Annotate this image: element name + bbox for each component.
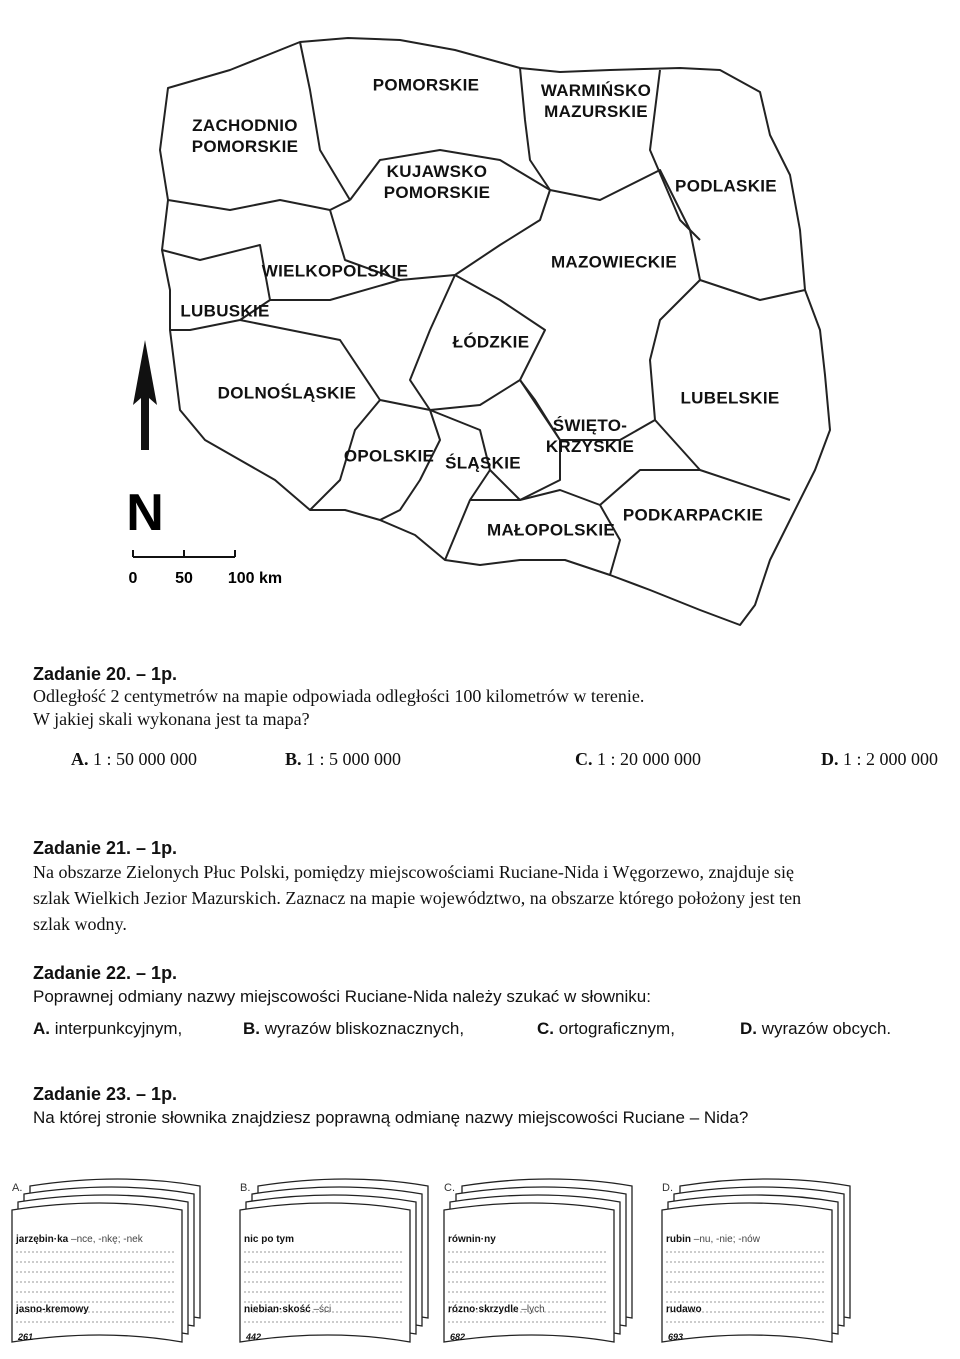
answer-22-d[interactable]: D. wyrazów obcych.	[740, 1019, 892, 1038]
scale-label-100km: 100 km	[227, 570, 283, 587]
question-20-line-2: W jakiej skali wykonana jest ta mapa?	[33, 709, 310, 729]
dictionary-page-card-a[interactable]	[8, 1172, 218, 1352]
dictionary-bottom-entry	[666, 1304, 702, 1315]
region-label-line: OPOLSKIE	[343, 446, 435, 466]
dictionary-page-number: 261	[18, 1332, 34, 1342]
scale-label-0: 0	[128, 570, 138, 587]
north-label: N	[126, 484, 164, 542]
bottom-forms: –ści	[310, 1304, 332, 1315]
region-label-line: POMORSKIE	[383, 183, 491, 202]
top-headword: rubin	[666, 1234, 691, 1245]
region-label-line: ZACHODNIO	[192, 116, 298, 135]
question-23	[33, 1083, 953, 1131]
region-label-line: MAZOWIECKIE	[550, 252, 678, 272]
region-label-line: LUBELSKIE	[680, 388, 780, 408]
dictionary-top-entry	[244, 1234, 294, 1245]
bottom-forms: –lych	[518, 1304, 545, 1315]
poland-voivodeship-map	[0, 0, 960, 650]
question-21-line-3: szlak wodny.	[33, 914, 127, 934]
question-23-text: Na której stronie słownika znajdziesz poprawną odmianę nazwy miejscowości Ruciane – Nida?	[33, 1108, 749, 1127]
question-22-answers	[33, 1019, 953, 1043]
answer-22-b[interactable]: B. wyrazów bliskoznacznych,	[243, 1019, 465, 1038]
question-22	[33, 962, 953, 1043]
answer-20-a[interactable]: A. 1 : 50 000 000	[71, 749, 198, 769]
top-headword: nic po tym	[244, 1234, 295, 1245]
dictionary-top-entry	[448, 1234, 496, 1245]
answer-20-c[interactable]: C. 1 : 20 000 000	[575, 749, 702, 769]
question-22-text: Poprawnej odmiany nazwy miejscowości Ruciane-Nida należy szukać w słowniku:	[33, 987, 651, 1006]
page-stack-icon	[236, 1172, 446, 1352]
region-label-line: MAŁOPOLSKIE	[487, 520, 615, 540]
region-label-line: MAZURSKIE	[544, 102, 648, 121]
top-headword: równin·ny	[448, 1234, 496, 1245]
answer-22-a[interactable]: A. interpunkcyjnym,	[33, 1019, 183, 1038]
region-label-line: WARMIŃSKO	[540, 81, 652, 100]
question-21-title: Zadanie 21. – 1p.	[33, 838, 178, 858]
region-label-line: KUJAWSKO	[386, 162, 488, 181]
region-label-line: LUBUSKIE	[180, 301, 270, 321]
region-label-line: POMORSKIE	[191, 137, 299, 156]
question-22-title: Zadanie 22. – 1p.	[33, 963, 178, 983]
region-label-line: POMORSKIE	[372, 75, 480, 95]
dictionary-page-letter: B.	[240, 1182, 251, 1194]
dictionary-bottom-entry	[448, 1304, 545, 1315]
dictionary-top-entry	[666, 1234, 760, 1245]
dictionary-page-card-b[interactable]	[236, 1172, 446, 1352]
question-21-line-2: szlak Wielkich Jezior Mazurskich. Zaznacz na mapie województwo, na obszarze którego położony jest ten	[33, 888, 802, 908]
bottom-headword: jasno-kremowy	[16, 1304, 89, 1315]
question-23-title: Zadanie 23. – 1p.	[33, 1084, 178, 1104]
dictionary-top-entry	[16, 1234, 143, 1245]
top-forms: –nce, -nkę; -nek	[68, 1234, 143, 1245]
map-decorations	[0, 0, 960, 650]
answer-22-c[interactable]: C. ortograficznym,	[537, 1019, 675, 1038]
region-label-line: ŚLĄSKIE	[445, 453, 521, 473]
question-20-answers	[33, 749, 953, 773]
question-21	[33, 837, 953, 937]
dictionary-page-letter: C.	[444, 1182, 455, 1194]
region-label-line: PODLASKIE	[675, 176, 777, 196]
dictionary-page-card-c[interactable]	[440, 1172, 650, 1352]
scale-label-50: 50	[175, 570, 193, 587]
question-21-line-1: Na obszarze Zielonych Płuc Polski, pomiędzy miejscowościami Ruciane-Nida i Węgorzewo, znajduje się	[33, 862, 794, 882]
page-stack-icon	[658, 1172, 868, 1352]
question-20-line-1: Odległość 2 centymetrów na mapie odpowiada odległości 100 kilometrów w terenie.	[33, 686, 645, 706]
dictionary-bottom-entry	[16, 1304, 89, 1315]
dictionary-bottom-entry	[244, 1304, 331, 1315]
page-stack-icon	[8, 1172, 218, 1352]
question-20-title: Zadanie 20. – 1p.	[33, 664, 178, 684]
question-20	[33, 663, 953, 773]
scale-bar	[133, 550, 235, 557]
north-arrow-icon	[133, 340, 157, 450]
bottom-headword: niebian·skość	[244, 1304, 311, 1315]
bottom-headword: rudawo	[666, 1304, 702, 1315]
dictionary-page-number: 693	[668, 1332, 684, 1342]
region-label-line: ŁÓDZKIE	[452, 332, 530, 352]
answer-20-b[interactable]: B. 1 : 5 000 000	[285, 749, 402, 769]
region-label-line: WIELKOPOLSKIE	[261, 261, 409, 281]
region-label-line: KRZYSKIE	[545, 437, 635, 456]
region-label-line: ŚWIĘTO-	[552, 416, 628, 435]
dictionary-page-number: 442	[246, 1332, 262, 1342]
top-headword: jarzębin·ka	[16, 1234, 69, 1245]
region-label-line: PODKARPACKIE	[622, 505, 764, 525]
dictionary-page-letter: D.	[662, 1182, 673, 1194]
answer-20-d[interactable]: D. 1 : 2 000 000	[821, 749, 939, 769]
bottom-headword: rózno·skrzydle	[448, 1304, 519, 1315]
dictionary-page-number: 682	[450, 1332, 466, 1342]
region-label-line: DOLNOŚLĄSKIE	[217, 383, 357, 403]
page-stack-icon	[440, 1172, 650, 1352]
dictionary-page-letter: A.	[12, 1182, 23, 1194]
dictionary-page-card-d[interactable]	[658, 1172, 868, 1352]
top-forms: –nu, -nie; -nów	[691, 1234, 760, 1245]
